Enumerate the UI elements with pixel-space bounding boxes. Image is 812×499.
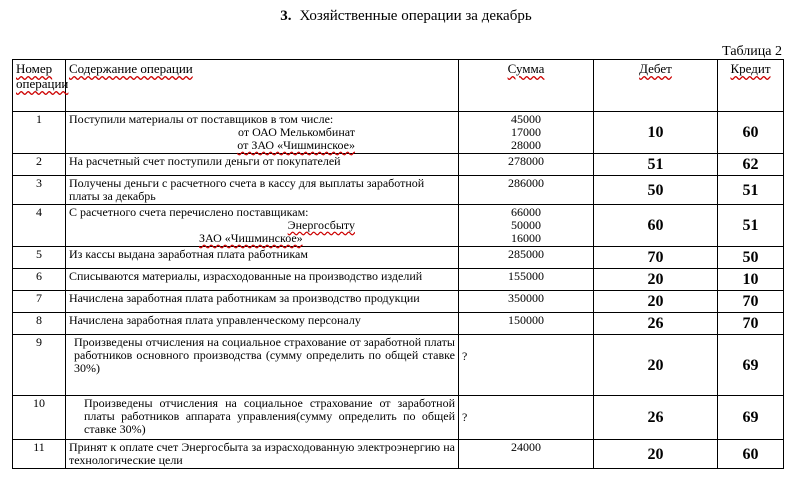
header-sum: Сумма <box>459 60 594 112</box>
table-row <box>13 269 784 291</box>
row-num: 9 <box>13 335 66 396</box>
row-num: 2 <box>13 154 66 176</box>
section-number: 3. <box>280 8 292 24</box>
row-content: С расчетного счета перечислено поставщикам: Энергосбыту ЗАО «Чишминское» <box>66 205 459 247</box>
row-content: Списываются материалы, израсходованные на производство изделий <box>66 269 459 291</box>
row-debit: 51 <box>594 154 718 176</box>
row-content: Принят к оплате счет Энергосбыта за израсходованную электроэнергию на технологические цели <box>66 440 459 469</box>
row-num: 7 <box>13 291 66 313</box>
row-content: Начислена заработная плата управленческому персоналу <box>66 313 459 335</box>
table-row <box>13 313 784 335</box>
row-debit: 70 <box>594 247 718 269</box>
row-content: Из кассы выдана заработная плата работникам <box>66 247 459 269</box>
header-num: Номер операции <box>13 60 66 112</box>
row-num: 1 <box>13 112 66 154</box>
table-row <box>13 247 784 269</box>
row-credit: 10 <box>718 269 784 291</box>
row-num: 5 <box>13 247 66 269</box>
row-credit: 62 <box>718 154 784 176</box>
row-num: 10 <box>13 396 66 440</box>
header-debit: Дебет <box>594 60 718 112</box>
row-credit: 51 <box>718 205 784 247</box>
row-sum: 45000 17000 28000 <box>459 112 594 154</box>
row-content: Начислена заработная плата работникам за производство продукции <box>66 291 459 313</box>
row-credit: 70 <box>718 313 784 335</box>
row-sum: 278000 <box>459 154 594 176</box>
row-num: 6 <box>13 269 66 291</box>
row-debit: 10 <box>594 112 718 154</box>
row-credit: 70 <box>718 291 784 313</box>
row-sum: 286000 <box>459 176 594 205</box>
row-sum: 66000 50000 16000 <box>459 205 594 247</box>
row-content: На расчетный счет поступили деньги от покупателей <box>66 154 459 176</box>
row-num: 11 <box>13 440 66 469</box>
row-credit: 69 <box>718 335 784 396</box>
section-heading: Хозяйственные операции за декабрь <box>299 8 532 24</box>
row-num: 4 <box>13 205 66 247</box>
table-row <box>13 176 784 205</box>
row-sum: 155000 <box>459 269 594 291</box>
row-num: 8 <box>13 313 66 335</box>
row-debit: 26 <box>594 313 718 335</box>
table-row <box>13 440 784 469</box>
row-sum: 350000 <box>459 291 594 313</box>
row-credit: 69 <box>718 396 784 440</box>
row-debit: 20 <box>594 335 718 396</box>
row-content: Поступили материалы от поставщиков в том числе: от ОАО Мелькомбинат от ЗАО «Чишминское» <box>66 112 459 154</box>
table-header-row <box>13 60 784 112</box>
section-title <box>0 8 812 25</box>
header-credit: Кредит <box>718 60 784 112</box>
table-row <box>13 396 784 440</box>
row-content: Получены деньги с расчетного счета в кассу для выплаты заработной платы за декабрь <box>66 176 459 205</box>
row-sum: 150000 <box>459 313 594 335</box>
row-sum: ? <box>459 396 594 440</box>
table-row <box>13 291 784 313</box>
table-row <box>13 112 784 154</box>
table-row <box>13 154 784 176</box>
row-credit: 60 <box>718 112 784 154</box>
header-content: Содержание операции <box>66 60 459 112</box>
table-row <box>13 205 784 247</box>
row-debit: 26 <box>594 396 718 440</box>
row-debit: 50 <box>594 176 718 205</box>
row-content: Произведены отчисления на социальное страхование от заработной платы работников основного производства (сумму определить по общей ставке 30%) <box>66 335 459 396</box>
row-sum: 24000 <box>459 440 594 469</box>
row-content: Произведены отчисления на социальное страхование от заработной платы работников аппарата управления(сумму определить по общей ставке 30%) <box>66 396 459 440</box>
row-sum: 285000 <box>459 247 594 269</box>
row-debit: 20 <box>594 291 718 313</box>
row-sum: ? <box>459 335 594 396</box>
operations-table <box>12 59 784 469</box>
row-credit: 51 <box>718 176 784 205</box>
row-debit: 60 <box>594 205 718 247</box>
row-debit: 20 <box>594 269 718 291</box>
table-label: Таблица 2 <box>722 44 782 59</box>
row-credit: 60 <box>718 440 784 469</box>
row-credit: 50 <box>718 247 784 269</box>
row-debit: 20 <box>594 440 718 469</box>
row-num: 3 <box>13 176 66 205</box>
table-row <box>13 335 784 396</box>
